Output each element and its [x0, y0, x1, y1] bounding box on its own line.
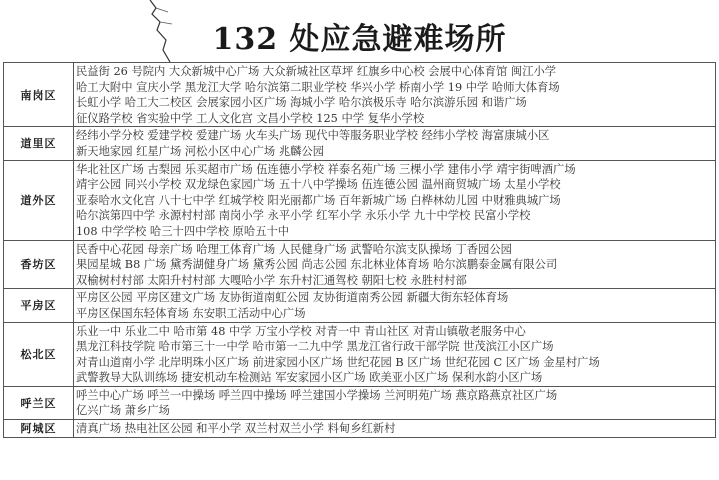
district-name: 松北区: [4, 322, 74, 386]
shelter-line: 108 中学学校 哈三十四中学校 原哈五十中: [76, 224, 290, 238]
district-row: [4, 127, 716, 160]
shelter-line: 平房区公园 平房区建文广场 友协街道南虹公园 友协街道南秀公园 新疆大街东轻体育场: [76, 291, 509, 305]
shelter-line: 对青山道南小学 北岸明珠小区广场 前进家园小区广场 世纪花园 B 区广场 世纪花园 C 区广场 金星村广场: [76, 355, 600, 369]
page-title: 132 处应急避难场所: [212, 22, 507, 57]
district-row: [4, 420, 716, 438]
district-shelters: [74, 127, 716, 160]
shelter-line: 果园星城 B8 广场 黛秀湖健身广场 黛秀公园 尚志公园 东北林业体育场 哈尔滨鹏泰金属有限公司: [76, 258, 558, 272]
district-row: [4, 63, 716, 127]
district-shelters: [74, 322, 716, 386]
district-shelters: [74, 420, 716, 438]
shelter-line: 经纬小学分校 爱建学校 爱建广场 火车头广场 现代中等服务职业学校 经纬小学校 海富康城小区: [76, 129, 550, 143]
shelter-line: 征仪路学校 省实验中学 工人文化宫 文昌小学校 125 中学 复华小学校: [76, 111, 425, 125]
district-shelters: [74, 160, 716, 240]
shelter-line: 呼兰中心广场 呼兰一中操场 呼兰四中操场 呼兰建国小学操场 兰河明苑广场 燕京路燕京社区广场: [76, 388, 558, 402]
district-row: [4, 240, 716, 289]
shelter-table: [3, 62, 716, 438]
title-area: [0, 0, 719, 62]
district-shelters: [74, 63, 716, 127]
district-name: 南岗区: [4, 63, 74, 127]
shelter-line: 民香中心花园 母亲广场 哈理工体育广场 人民健身广场 武警哈尔滨支队操场 丁香园公园: [76, 242, 512, 256]
shelter-line: 长虹小学 哈工大二校区 会展家园小区广场 海城小学 哈尔滨极乐寺 哈尔滨游乐园 和谐广场: [76, 96, 527, 110]
shelter-line: 乐业一中 乐业二中 哈市第 48 中学 万宝小学校 对青一中 青山社区 对青山镇敬老服务中心: [76, 324, 526, 338]
shelter-line: 平房区保国东轻体育场 东安职工活动中心广场: [76, 306, 306, 320]
district-row: [4, 386, 716, 419]
shelter-line: 武警教导大队训练场 捷安机动车检测站 军安家园小区广场 欧美亚小区广场 保利水韵小区广场: [76, 371, 543, 385]
district-name: 道外区: [4, 160, 74, 240]
shelter-line: 新天地家园 红星广场 河松小区中心广场 兆麟公园: [76, 144, 325, 158]
district-name: 道里区: [4, 127, 74, 160]
shelter-line: 亿兴广场 萧乡广场: [76, 404, 170, 418]
shelter-line: 靖宇公园 同兴小学校 双龙绿色家园广场 五十八中学操场 伍连德公园 温州商贸城广场 太星小学校: [76, 178, 561, 192]
district-row: [4, 322, 716, 386]
shelter-line: 民益街 26 号院内 大众新城中心广场 大众新城社区草坪 红旗乡中心校 会展中心体育馆 闽江小学: [76, 65, 557, 78]
district-name: 呼兰区: [4, 386, 74, 419]
shelter-line: 双榆树村村部 太阳升村村部 大嘎哈小学 东升村汇通驾校 朝阳七校 永胜村村部: [76, 273, 467, 287]
district-shelters: [74, 386, 716, 419]
shelter-line: 哈尔滨第四中学 永源村村部 南岗小学 永平小学 红军小学 永乐小学 九十中学校 民富小学校: [76, 209, 531, 223]
district-row: [4, 289, 716, 322]
district-shelters: [74, 289, 716, 322]
district-shelters: [74, 240, 716, 289]
shelter-line: 黑龙江科技学院 哈市第三十一中学 哈市第一二九中学 黑龙江省行政干部学院 世茂滨江小区广场: [76, 340, 554, 354]
shelter-line: 哈工大附中 宣庆小学 黑龙江大学 哈尔滨第二职业学校 华兴小学 桥南小学 19 中学 哈师大体育场: [76, 80, 560, 94]
district-row: [4, 160, 716, 240]
district-name: 平房区: [4, 289, 74, 322]
district-name: 香坊区: [4, 240, 74, 289]
district-name: 阿城区: [4, 420, 74, 438]
shelter-line: 华北社区广场 古梨园 乐买超市广场 伍连德小学校 祥泰名苑广场 三棵小学 建伟小学 靖宇街啤酒广场: [76, 162, 576, 176]
shelter-line: 亚泰哈水文化宫 八十七中学 红城学校 阳光丽都广场 百年新城广场 白桦林幼儿园 中财雅典城广场: [76, 193, 561, 207]
shelter-line: 清真广场 热电社区公园 和平小学 双兰村双兰小学 料甸乡红新村: [76, 422, 396, 436]
